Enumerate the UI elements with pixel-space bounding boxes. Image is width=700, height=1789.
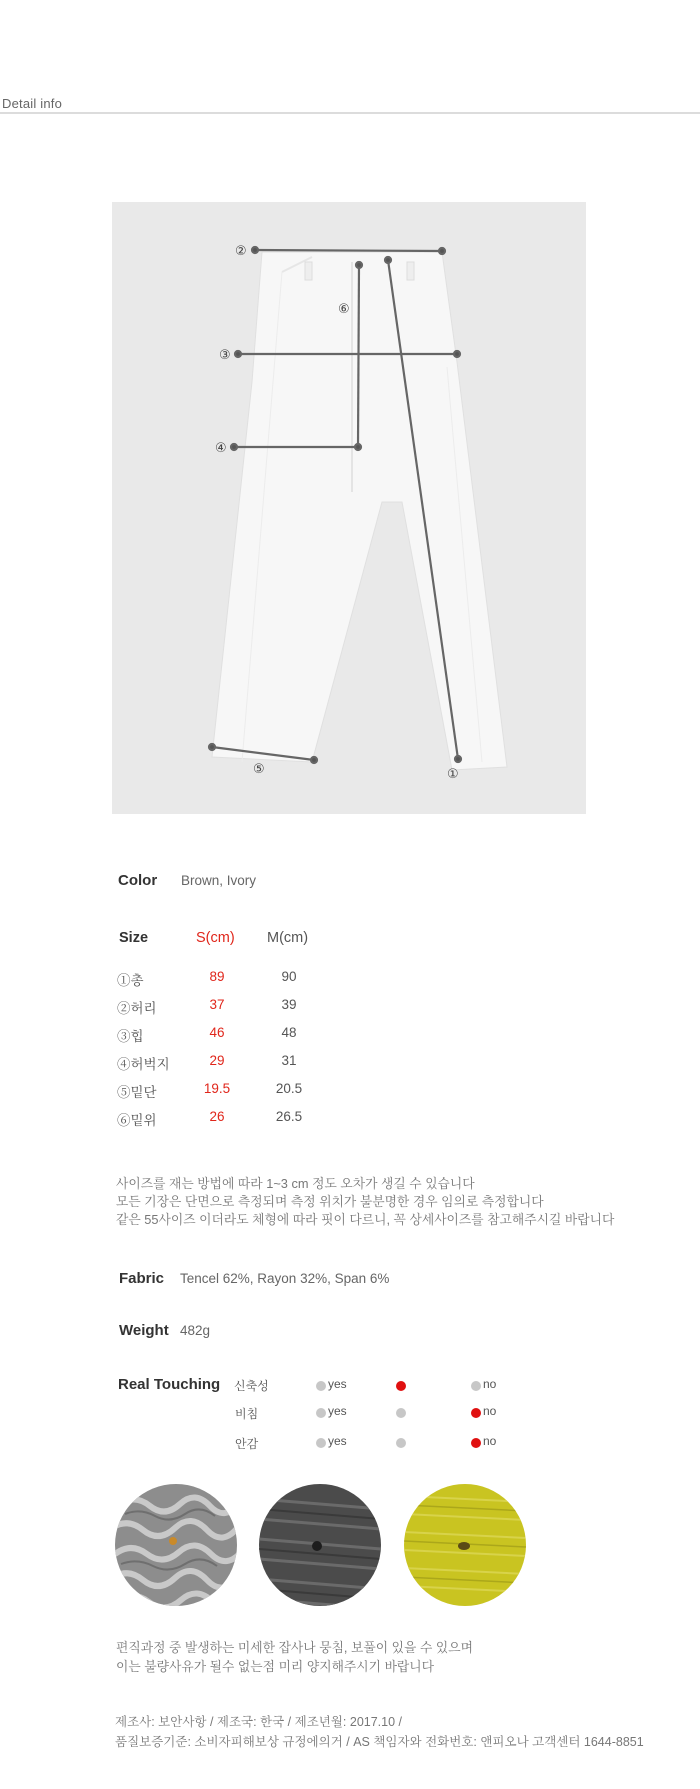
rt-option-no	[471, 1408, 481, 1418]
size-note: 같은 55사이즈 이더라도 체형에 따라 핏이 다르니, 꼭 상세사이즈를 참고해주시길 바랍니다	[116, 1212, 615, 1227]
marker-6: ⑥	[338, 302, 350, 317]
marker-2: ②	[235, 244, 247, 259]
weight-value: 482g	[180, 1323, 211, 1338]
rt-option-no	[471, 1438, 481, 1448]
size-note: 사이즈를 재는 방법에 따라 1~3 cm 정도 오차가 생길 수 있습니다	[116, 1176, 475, 1191]
marker-5: ⑤	[253, 762, 265, 777]
knit-swatch-grey-chunky	[115, 1484, 237, 1606]
size-col-m: M(cm)	[267, 930, 309, 946]
size-row-s: 26	[209, 1109, 225, 1124]
section-title: Detail info	[2, 96, 63, 111]
rt-yes-label: yes	[328, 1377, 347, 1391]
fabric-value: Tencel 62%, Rayon 32%, Span 6%	[180, 1271, 390, 1286]
size-row-name: ④허벅지	[117, 1057, 170, 1072]
weight-label: Weight	[119, 1322, 169, 1339]
rt-no-label: no	[483, 1434, 497, 1448]
rt-no-label: no	[483, 1404, 497, 1418]
size-note: 모든 기장은 단면으로 측정되며 측정 위치가 불분명한 경우 임의로 측정합니다	[116, 1194, 544, 1209]
divider	[0, 112, 700, 114]
size-row-m: 48	[281, 1025, 297, 1040]
size-row-s: 46	[209, 1025, 225, 1040]
size-row-s: 37	[209, 997, 225, 1012]
rt-row-name: 신축성	[234, 1379, 269, 1393]
pants-diagram	[112, 202, 586, 814]
size-row-name: ②허리	[117, 1001, 157, 1016]
fabric-label: Fabric	[119, 1270, 165, 1287]
rt-option-yes	[316, 1438, 326, 1448]
real-touching-label: Real Touching	[118, 1376, 221, 1393]
marker-3: ③	[219, 348, 231, 363]
knit-swatch-charcoal	[259, 1484, 381, 1606]
knit-note: 편직과정 중 발생하는 미세한 잡사나 뭉침, 보풀이 있을 수 있으며	[116, 1640, 473, 1655]
color-value: Brown, Ivory	[181, 873, 257, 888]
size-row-name: ⑤밑단	[117, 1085, 157, 1100]
rt-yes-label: yes	[328, 1434, 347, 1448]
rt-no-label: no	[483, 1377, 497, 1391]
knit-note: 이는 불량사유가 될수 없는점 미리 양지해주시기 바랍니다	[116, 1659, 435, 1674]
rt-yes-label: yes	[328, 1404, 347, 1418]
size-row-name: ①총	[117, 973, 144, 988]
color-label: Color	[118, 872, 158, 889]
size-row-s: 19.5	[203, 1081, 231, 1096]
rt-option-middle	[396, 1381, 406, 1391]
size-row-s: 89	[209, 969, 225, 984]
rt-row-name: 안감	[235, 1437, 259, 1451]
size-label: Size	[119, 930, 149, 946]
rt-option-middle	[396, 1438, 406, 1448]
footer-info: 품질보증기준: 소비자피해보상 규정에의거 / AS 책임자와 전화번호: 앤피오나 고객센터 1644-8851	[115, 1735, 644, 1749]
product-measurement-image	[112, 202, 586, 814]
size-col-s: S(cm)	[196, 930, 235, 946]
size-row-m: 26.5	[275, 1109, 303, 1124]
marker-4: ④	[215, 441, 227, 456]
size-row-m: 20.5	[275, 1081, 303, 1096]
marker-1: ①	[447, 767, 459, 782]
size-row-name: ③힙	[117, 1029, 144, 1044]
rt-option-middle	[396, 1408, 406, 1418]
size-row-m: 90	[281, 969, 297, 984]
size-row-name: ⑥밑위	[117, 1113, 157, 1128]
rt-option-yes	[316, 1408, 326, 1418]
rt-row-name: 비침	[235, 1407, 259, 1421]
size-row-s: 29	[209, 1053, 225, 1068]
knit-swatch-yellow	[404, 1484, 526, 1606]
footer-info: 제조사: 보안사항 / 제조국: 한국 / 제조년월: 2017.10 /	[115, 1715, 403, 1729]
size-row-m: 31	[281, 1053, 297, 1068]
rt-option-no	[471, 1381, 481, 1391]
rt-option-yes	[316, 1381, 326, 1391]
size-row-m: 39	[281, 997, 297, 1012]
